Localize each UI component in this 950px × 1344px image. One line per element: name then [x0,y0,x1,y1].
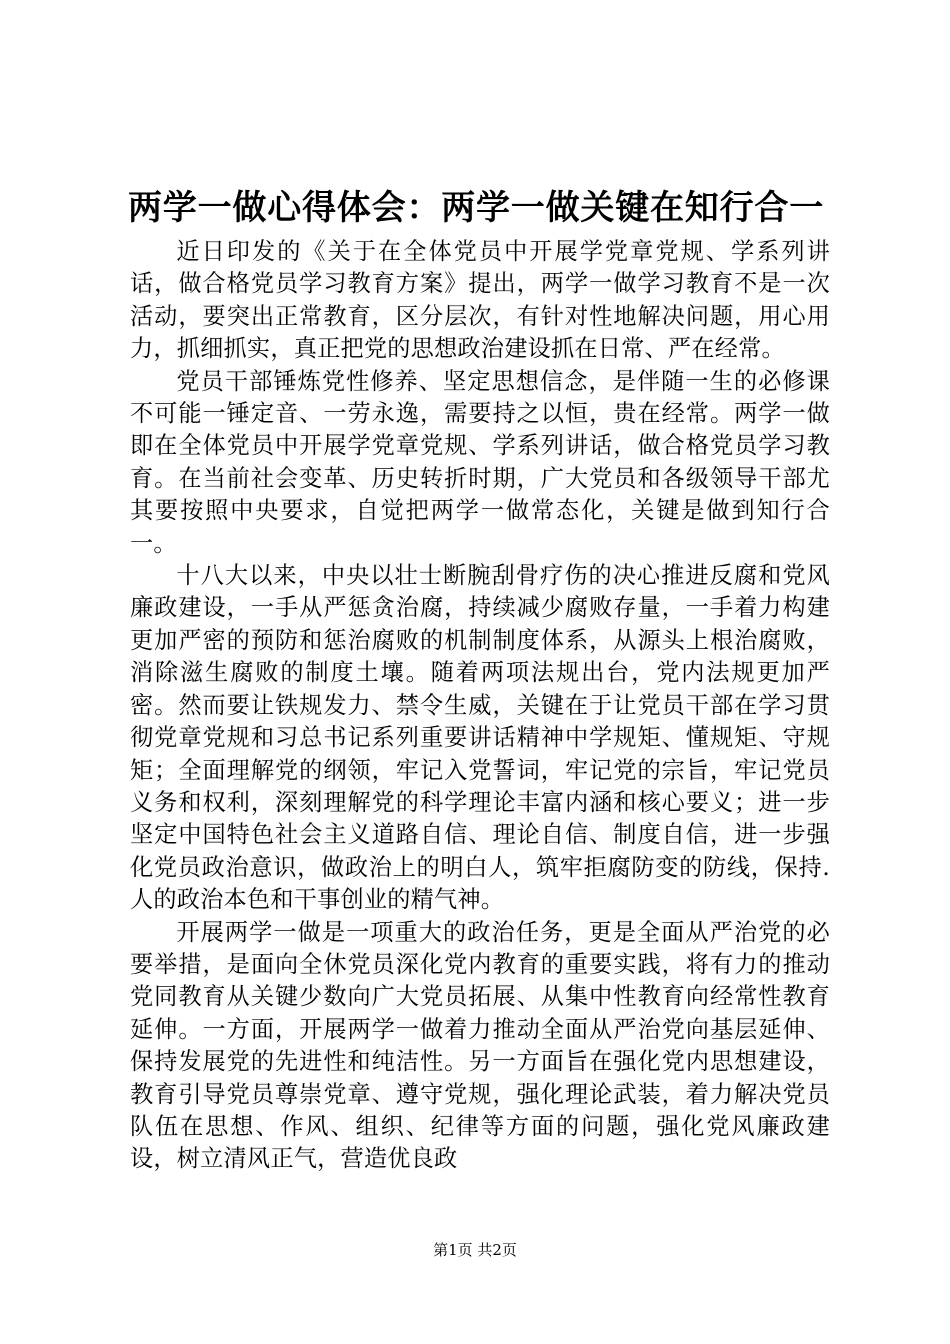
document-body [130,236,830,1176]
document-title: 两学一做心得体会：两学一做关键在知行合一 [128,188,824,228]
paragraph-2: 党员干部锤炼党性修养、坚定思想信念，是伴随一生的必修课不可能一锤定音、一劳永逸，需要持之以恒，贵在经常。两学一做即在全体党员中开展学党章党规、学系列讲话，做合格党员学习教育。在当前社会变革、历史转折时期，广大党员和各级领导干部尤其要按照中央要求，自觉把两学一做常态化，关键是做到知行合一。 [130,367,830,557]
paragraph-3: 十八大以来，中央以壮士断腕刮骨疗伤的决心推进反腐和党风廉政建设，一手从严惩贪治腐，持续减少腐败存量，一手着力构建更加严密的预防和惩治腐败的机制制度体系，从源头上根治腐败，消除滋生腐败的制度土壤。随着两项法规出台，党内法规更加严密。然而要让铁规发力、禁令生威，关键在于让党员干部在学习贯彻党章党规和习总书记系列重要讲话精神中学规矩、懂规矩、守规矩；全面理解党的纲领，牢记入党誓词，牢记党的宗旨，牢记党员义务和权利，深刻理解党的科学理论丰富内涵和核心要义；进一步坚定中国特色社会主义道路自信、理论自信、制度自信，进一步强化党员政治意识，做政治上的明白人，筑牢拒腐防变的防线，保持.人的政治本色和干事创业的精气神。 [130,562,830,914]
paragraph-1: 近日印发的《关于在全体党员中开展学党章党规、学系列讲话，做合格党员学习教育方案》提出，两学一做学习教育不是一次活动，要突出正常教育，区分层次，有针对性地解决问题，用心用力，抓细抓实，真正把党的思想政治建设抓在日常、严在经常。 [130,238,830,363]
paragraph-4: 开展两学一做是一项重大的政治任务，更是全面从严治党的必要举措，是面向全休党员深化党内教育的重要实践，将有力的推动党同教育从关键少数向广大党员拓展、从集中性教育向经常性教育延伸。一方面，开展两学一做着力推动全面从严治党向基层延伸、保持发展党的先进性和纯洁性。另一方面旨在强化党内思想建设，教育引导党员尊崇党章、遵守党规，强化理论武装，着力解决党员队伍在思想、作风、组织、纪律等方面的问题，强化党风廉政建设，树立清风正气，营造优良政 [130,918,830,1173]
page-footer: 第1页 共2页 [433,1241,517,1259]
